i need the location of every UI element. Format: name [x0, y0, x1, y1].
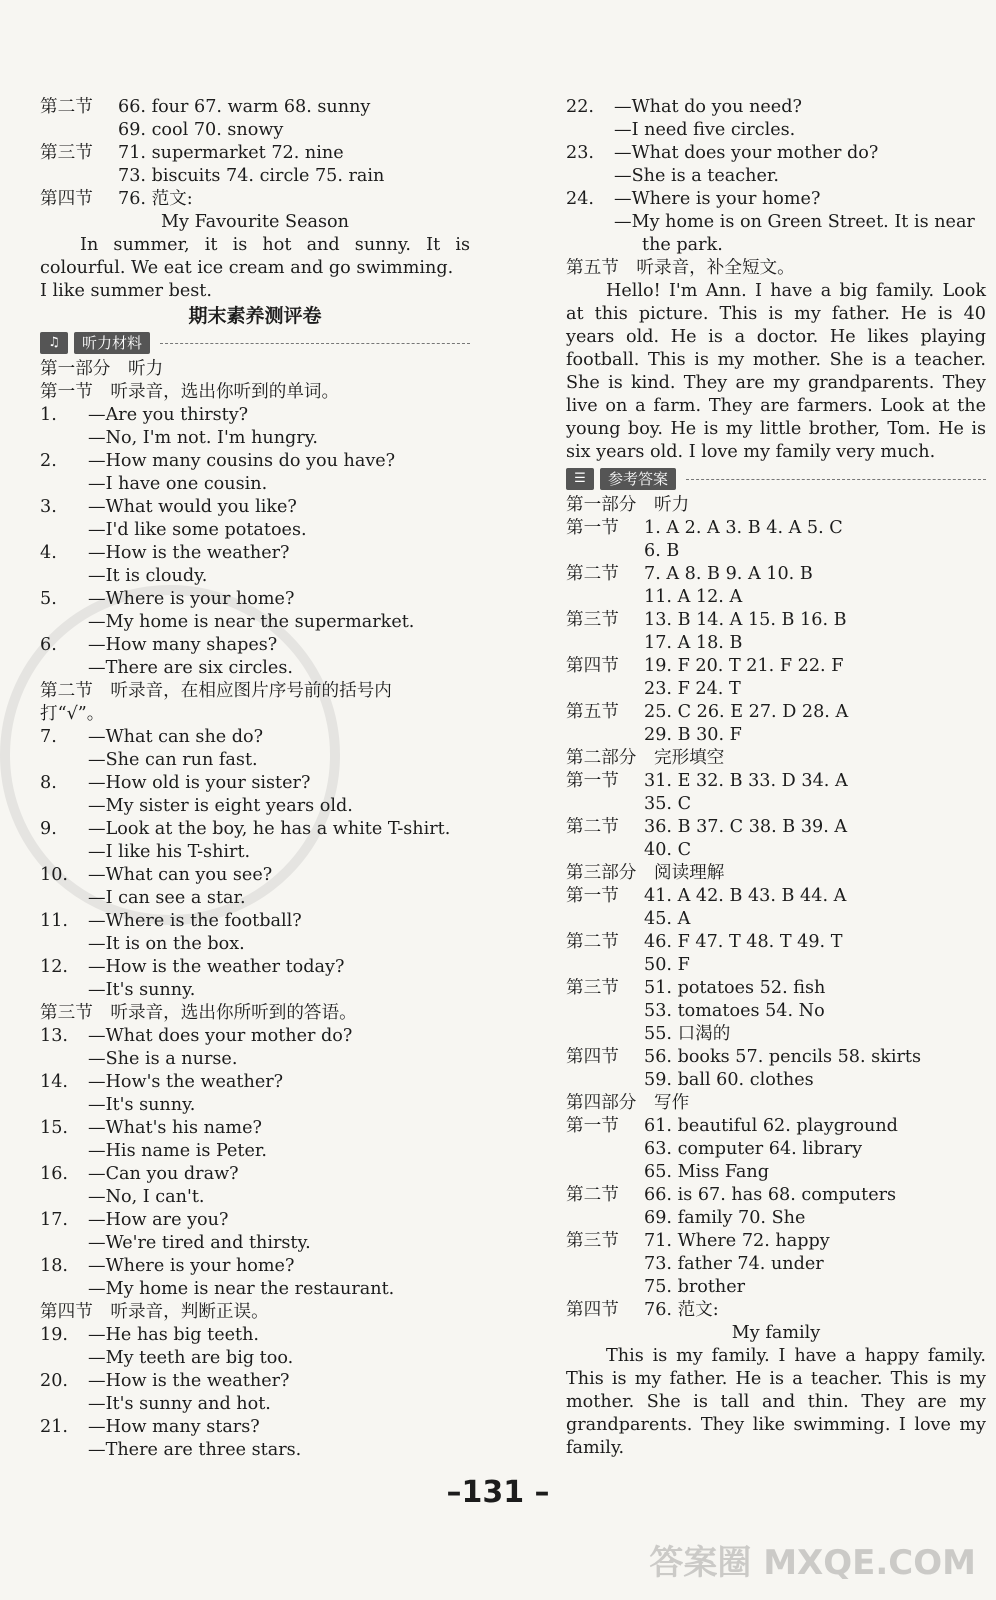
question-number: 20.	[40, 1371, 68, 1391]
question-number: 2.	[40, 451, 57, 471]
question-number: 9.	[40, 819, 57, 839]
question-text: —How is the weather?	[88, 543, 290, 563]
question-text: —How many shapes?	[88, 635, 278, 655]
dialog-question	[40, 1416, 470, 1439]
list-icon: ☰	[566, 468, 594, 490]
section-heading: 打“√”。	[40, 704, 105, 724]
section-heading: 第一节 听录音，选出你听到的单词。	[40, 382, 340, 402]
answer-key-row	[566, 1046, 986, 1069]
answer-number: 71.	[118, 143, 146, 163]
answer-key-row	[566, 1000, 986, 1023]
answer-values: 55. 口渴的	[644, 1024, 731, 1044]
answer-values: 13. B 14. A 15. B 16. B	[644, 610, 847, 630]
question-text: —Are you thirsty?	[88, 405, 249, 425]
dialog-question	[566, 142, 986, 165]
dialog-question	[40, 634, 470, 657]
answer-row	[40, 119, 470, 142]
question-text: —How many stars?	[88, 1417, 260, 1437]
dialog-answer: —I have one cousin.	[88, 474, 268, 494]
listening-tag: 听力材料	[74, 332, 150, 354]
dialog-question	[40, 1209, 470, 1232]
dialog-question	[40, 1163, 470, 1186]
dialog-answer: —It's sunny and hot.	[88, 1394, 271, 1414]
section-label: 第一节	[566, 886, 619, 906]
answer-values: 63. computer 64. library	[644, 1139, 863, 1159]
dialog-question	[40, 404, 470, 427]
question-text: —How old is your sister?	[88, 773, 311, 793]
answer-values: 36. B 37. C 38. B 39. A	[644, 817, 848, 837]
question-text: —Can you draw?	[88, 1164, 239, 1184]
answer-key-row	[566, 586, 986, 609]
dialog-answer: —She is a teacher.	[614, 166, 779, 186]
answer-values: 71. Where 72. happy	[644, 1231, 830, 1251]
essay-title: My Favourite Season	[161, 212, 349, 232]
dialog-question	[40, 772, 470, 795]
dialog-question	[40, 1370, 470, 1393]
answer-values: 56. books 57. pencils 58. skirts	[644, 1047, 922, 1067]
dashed-divider	[160, 343, 470, 344]
section-label: 第一节	[566, 771, 619, 791]
question-number: 22.	[566, 97, 594, 117]
section-label: 第四节	[566, 1047, 619, 1067]
dialog-answer: —It is cloudy.	[88, 566, 208, 586]
question-text: —How is the weather?	[88, 1371, 290, 1391]
answer-values: 23. F 24. T	[644, 679, 741, 699]
answer-key-row	[566, 1230, 986, 1253]
listening-passage: Hello! I'm Ann. I have a big family. Look at this picture. This is my father. He is 40 years old. He is a doctor. He likes playing football. This is my mother. She is a teacher. She is kind. They are my grandparents. They live on a farm. They are farmers. Look at the young boy. He is my little brother, Tom. He is six years old. I love my family very much.	[566, 281, 986, 462]
section-heading: 第三节 听录音，选出你所听到的答语。	[40, 1003, 357, 1023]
answer-values: 6. B	[644, 541, 680, 561]
question-number: 8.	[40, 773, 57, 793]
answer-key-row	[566, 1092, 986, 1115]
answer-values: 61. beautiful 62. playground	[644, 1116, 898, 1136]
dialog-question	[40, 542, 470, 565]
question-number: 7.	[40, 727, 57, 747]
part-heading: 第三部分 阅读理解	[566, 863, 725, 883]
dialog-question	[40, 910, 470, 933]
question-text: —How's the weather?	[88, 1072, 284, 1092]
answer-key-row	[566, 609, 986, 632]
answer-values: 45. A	[644, 909, 691, 929]
dialog-answer: —I need five circles.	[614, 120, 796, 140]
answer-key-row	[566, 1115, 986, 1138]
section-label: 第三节	[566, 978, 619, 998]
dialog-question	[40, 726, 470, 749]
question-number: 10.	[40, 865, 68, 885]
watermark-logo: 答案圈 MXQE.COM	[649, 1543, 976, 1583]
question-text: —How is the weather today?	[88, 957, 345, 977]
left-column	[40, 96, 470, 1462]
answer-values: 53. tomatoes 54. No	[644, 1001, 825, 1021]
answer-text: biscuits 74. circle 75. rain	[151, 166, 385, 186]
dialog-question	[40, 864, 470, 887]
dialog-question	[40, 818, 470, 841]
section-label: 第二节	[566, 1185, 619, 1205]
answer-key-row	[566, 885, 986, 908]
answer-key-row	[566, 1299, 986, 1322]
answer-key-row	[566, 862, 986, 885]
essay-title: My family	[731, 1323, 821, 1343]
dialog-answer: —My home is near the supermarket.	[88, 612, 415, 632]
answer-values: 7. A 8. B 9. A 10. B	[644, 564, 813, 584]
answer-number: 73.	[118, 166, 146, 186]
answer-values: 65. Miss Fang	[644, 1162, 769, 1182]
dialog-answer: —No, I can't.	[88, 1187, 205, 1207]
dialog-answer: —She can run fast.	[88, 750, 258, 770]
question-number: 21.	[40, 1417, 68, 1437]
section-label: 第三节	[566, 1231, 619, 1251]
question-text: —How are you?	[88, 1210, 229, 1230]
dialog-question	[566, 188, 986, 211]
answer-values: 25. C 26. E 27. D 28. A	[644, 702, 849, 722]
question-number: 4.	[40, 543, 57, 563]
answer-values: 17. A 18. B	[644, 633, 743, 653]
answer-values: 1. A 2. A 3. B 4. A 5. C	[644, 518, 843, 538]
answer-key-row	[566, 517, 986, 540]
answer-values: 31. E 32. B 33. D 34. A	[644, 771, 848, 791]
dialog-answer: —It's sunny.	[88, 1095, 196, 1115]
answer-values: 75. brother	[644, 1277, 746, 1297]
answer-key-row	[566, 1138, 986, 1161]
dialog-question	[40, 1324, 470, 1347]
dialog-question	[40, 1071, 470, 1094]
dialog-answer-cont: the park.	[642, 235, 723, 255]
answer-values: 35. C	[644, 794, 692, 814]
question-text: —Where is your home?	[88, 1256, 295, 1276]
dialog-question	[566, 96, 986, 119]
answer-values: 69. family 70. She	[644, 1208, 806, 1228]
question-text: —Where is the football?	[88, 911, 302, 931]
section-label: 第三节	[566, 610, 619, 630]
section-label: 第二节	[40, 97, 93, 117]
question-text: —What does your mother do?	[614, 143, 879, 163]
answer-values: 51. potatoes 52. fish	[644, 978, 826, 998]
question-number: 13.	[40, 1026, 68, 1046]
question-text: —Look at the boy, he has a white T-shirt.	[88, 819, 451, 839]
answer-key-row	[566, 1023, 986, 1046]
answer-row	[40, 142, 470, 165]
dialog-answer: —I'd like some potatoes.	[88, 520, 307, 540]
right-column	[566, 96, 986, 1460]
question-number: 12.	[40, 957, 68, 977]
section-heading: 第一部分 听力	[40, 359, 164, 379]
dialog-answer: —It is on the box.	[88, 934, 245, 954]
section-label: 第二节	[566, 817, 619, 837]
section-label: 第一节	[566, 1116, 619, 1136]
answer-key-row	[566, 1253, 986, 1276]
answer-key-row	[566, 839, 986, 862]
section-label: 第一节	[566, 518, 619, 538]
section-label: 第二节	[566, 564, 619, 584]
answer-key-row	[566, 770, 986, 793]
question-number: 17.	[40, 1210, 68, 1230]
answer-key-row	[566, 747, 986, 770]
part-heading: 第一部分 听力	[566, 495, 690, 515]
section-label: 第二节	[566, 932, 619, 952]
answer-key-row	[566, 977, 986, 1000]
answer-values: 76. 范文:	[644, 1300, 719, 1320]
section-label: 第四节	[566, 1300, 619, 1320]
part-heading: 第二部分 完形填空	[566, 748, 725, 768]
question-number: 1.	[40, 405, 57, 425]
question-number: 24.	[566, 189, 594, 209]
question-text: —What does your mother do?	[88, 1026, 353, 1046]
question-text: —He has big teeth.	[88, 1325, 260, 1345]
answer-key-row	[566, 816, 986, 839]
question-number: 16.	[40, 1164, 68, 1184]
answer-row	[40, 165, 470, 188]
page-number: –131 –	[446, 1475, 550, 1510]
answer-key-row	[566, 540, 986, 563]
dialog-question	[40, 1255, 470, 1278]
section-label: 第四节	[40, 189, 93, 209]
question-text: —How many cousins do you have?	[88, 451, 396, 471]
answer-row	[40, 188, 470, 211]
answer-row	[40, 96, 470, 119]
question-text: —Where is your home?	[88, 589, 295, 609]
answer-values: 73. father 74. under	[644, 1254, 824, 1274]
answer-values: 50. F	[644, 955, 690, 975]
dialog-question	[40, 1117, 470, 1140]
section-heading: 第五节 听录音，补全短文。	[566, 258, 795, 278]
dialog-answer: —We're tired and thirsty.	[88, 1233, 311, 1253]
dialog-answer: —I like his T-shirt.	[88, 842, 251, 862]
answer-number: 76.	[118, 189, 146, 209]
answer-key-row	[566, 701, 986, 724]
answer-key-row	[566, 655, 986, 678]
exam-title: 期末素养测评卷	[188, 305, 322, 327]
question-text: —Where is your home?	[614, 189, 821, 209]
question-text: —What can you see?	[88, 865, 273, 885]
dialog-answer: —It's sunny.	[88, 980, 196, 1000]
section-label: 第四节	[566, 656, 619, 676]
answer-values: 19. F 20. T 21. F 22. F	[644, 656, 844, 676]
dialog-answer: —My teeth are big too.	[88, 1348, 294, 1368]
dialog-question	[40, 1025, 470, 1048]
answer-key-row	[566, 632, 986, 655]
dialog-answer: —My sister is eight years old.	[88, 796, 353, 816]
listening-tag-row	[40, 330, 470, 356]
section-heading: 第四节 听录音，判断正误。	[40, 1302, 269, 1322]
dialog-question	[40, 956, 470, 979]
answers-tag: 参考答案	[600, 468, 676, 490]
question-number: 5.	[40, 589, 57, 609]
dialog-question	[40, 450, 470, 473]
answers-tag-row	[566, 466, 986, 492]
question-number: 19.	[40, 1325, 68, 1345]
dialog-answer: —I can see a star.	[88, 888, 246, 908]
answer-key-row	[566, 1161, 986, 1184]
question-number: 15.	[40, 1118, 68, 1138]
section-heading: 第二节 听录音，在相应图片序号前的括号内	[40, 681, 392, 701]
answer-key-row	[566, 1069, 986, 1092]
headphones-icon: ♫	[40, 332, 68, 354]
answer-values: 11. A 12. A	[644, 587, 743, 607]
answer-key-row	[566, 1276, 986, 1299]
answer-key-row	[566, 678, 986, 701]
question-number: 14.	[40, 1072, 68, 1092]
section-label: 第三节	[40, 143, 93, 163]
answer-values: 46. F 47. T 48. T 49. T	[644, 932, 843, 952]
dialog-answer: —She is a nurse.	[88, 1049, 238, 1069]
question-number: 23.	[566, 143, 594, 163]
essay-paragraph: This is my family. I have a happy family. This is my father. He is a teacher. This is my mother. She is tall and thin. They are my grandparents. They like swimming. I love my family.	[566, 1346, 986, 1458]
answer-key-row	[566, 494, 986, 517]
answer-values: 40. C	[644, 840, 692, 860]
question-text: —What do you need?	[614, 97, 802, 117]
question-number: 18.	[40, 1256, 68, 1276]
answer-values: 66. is 67. has 68. computers	[644, 1185, 897, 1205]
answer-text: supermarket 72. nine	[151, 143, 344, 163]
dialog-answer: —There are three stars.	[88, 1440, 302, 1460]
essay-last-line: I like summer best.	[40, 281, 212, 301]
answer-values: 29. B 30. F	[644, 725, 742, 745]
dialog-answer: —No, I'm not. I'm hungry.	[88, 428, 318, 448]
answer-number: 66.	[118, 97, 146, 117]
answer-key-row	[566, 954, 986, 977]
answer-text: cool 70. snowy	[151, 120, 284, 140]
answer-number: 69.	[118, 120, 146, 140]
answer-text: four 67. warm 68. sunny	[151, 97, 371, 117]
question-text: —What would you like?	[88, 497, 297, 517]
dialog-question	[40, 588, 470, 611]
answer-key-row	[566, 931, 986, 954]
dialog-answer: —His name is Peter.	[88, 1141, 267, 1161]
part-heading: 第四部分 写作	[566, 1093, 690, 1113]
question-text: —What can she do?	[88, 727, 264, 747]
question-number: 11.	[40, 911, 68, 931]
section-label: 第五节	[566, 702, 619, 722]
answer-values: 59. ball 60. clothes	[644, 1070, 814, 1090]
answer-key-row	[566, 724, 986, 747]
essay-paragraph: In summer, it is hot and sunny. It is colourful. We eat ice cream and go swimming.	[40, 235, 470, 278]
dialog-question	[40, 496, 470, 519]
dialog-answer: —My home is near the restaurant.	[88, 1279, 395, 1299]
dashed-divider	[686, 479, 986, 480]
answer-text: 范文:	[151, 189, 193, 209]
question-text: —What's his name?	[88, 1118, 262, 1138]
question-number: 6.	[40, 635, 57, 655]
question-number: 3.	[40, 497, 57, 517]
answer-key-row	[566, 793, 986, 816]
dialog-answer: —There are six circles.	[88, 658, 293, 678]
answer-key-row	[566, 1184, 986, 1207]
answer-key-row	[566, 563, 986, 586]
answer-key-row	[566, 908, 986, 931]
answer-key-row	[566, 1207, 986, 1230]
answer-values: 41. A 42. B 43. B 44. A	[644, 886, 847, 906]
dialog-answer: —My home is on Green Street. It is near	[614, 212, 975, 232]
